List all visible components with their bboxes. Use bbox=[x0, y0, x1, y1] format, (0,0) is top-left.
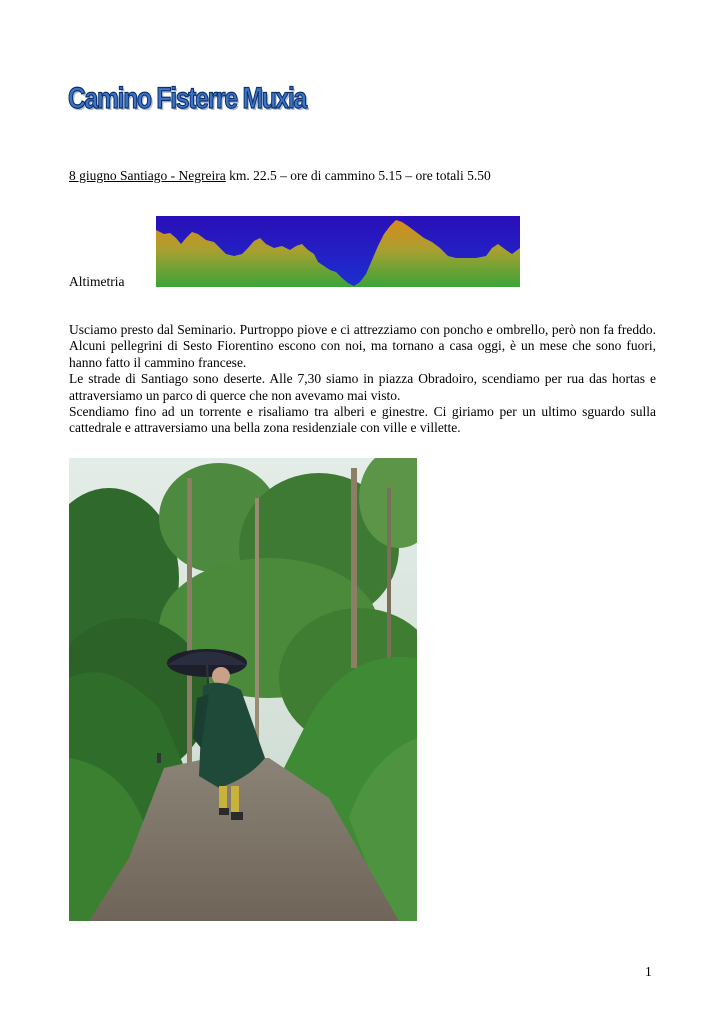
altimetry-label: Altimetria bbox=[69, 274, 125, 289]
forest-path-photo bbox=[69, 458, 417, 921]
stage-details: km. 22.5 – ore di cammino 5.15 – ore totali 5.50 bbox=[229, 168, 491, 183]
document-title: Camino Fisterre Muxia bbox=[68, 82, 307, 115]
body-text bbox=[69, 322, 656, 437]
stage-info bbox=[69, 168, 491, 184]
paragraph-2: Le strade di Santiago sono deserte. Alle 7,30 siamo in piazza Obradoiro, scendiamo per rua das hortas e attraversiamo un parco di querce che non avevamo mai visto. bbox=[69, 371, 656, 403]
page-number: 1 bbox=[645, 964, 652, 979]
paragraph-1: Usciamo presto dal Seminario. Purtroppo piove e ci attrezziamo con poncho e ombrello, però non fa freddo. Alcuni pellegrini di Sesto Fiorentino escono con noi, ma tornano a casa oggi, è un mese che sono fuori, hanno fatto il cammino francese. bbox=[69, 322, 656, 370]
altimetry-profile-image bbox=[156, 216, 520, 287]
stage-date-route: 8 giugno Santiago - Negreira bbox=[69, 168, 226, 183]
paragraph-3: Scendiamo fino ad un torrente e risaliamo tra alberi e ginestre. Ci giriamo per un ultimo sguardo sulla cattedrale e attraversiamo una bella zona residenziale con ville e villette. bbox=[69, 404, 656, 436]
